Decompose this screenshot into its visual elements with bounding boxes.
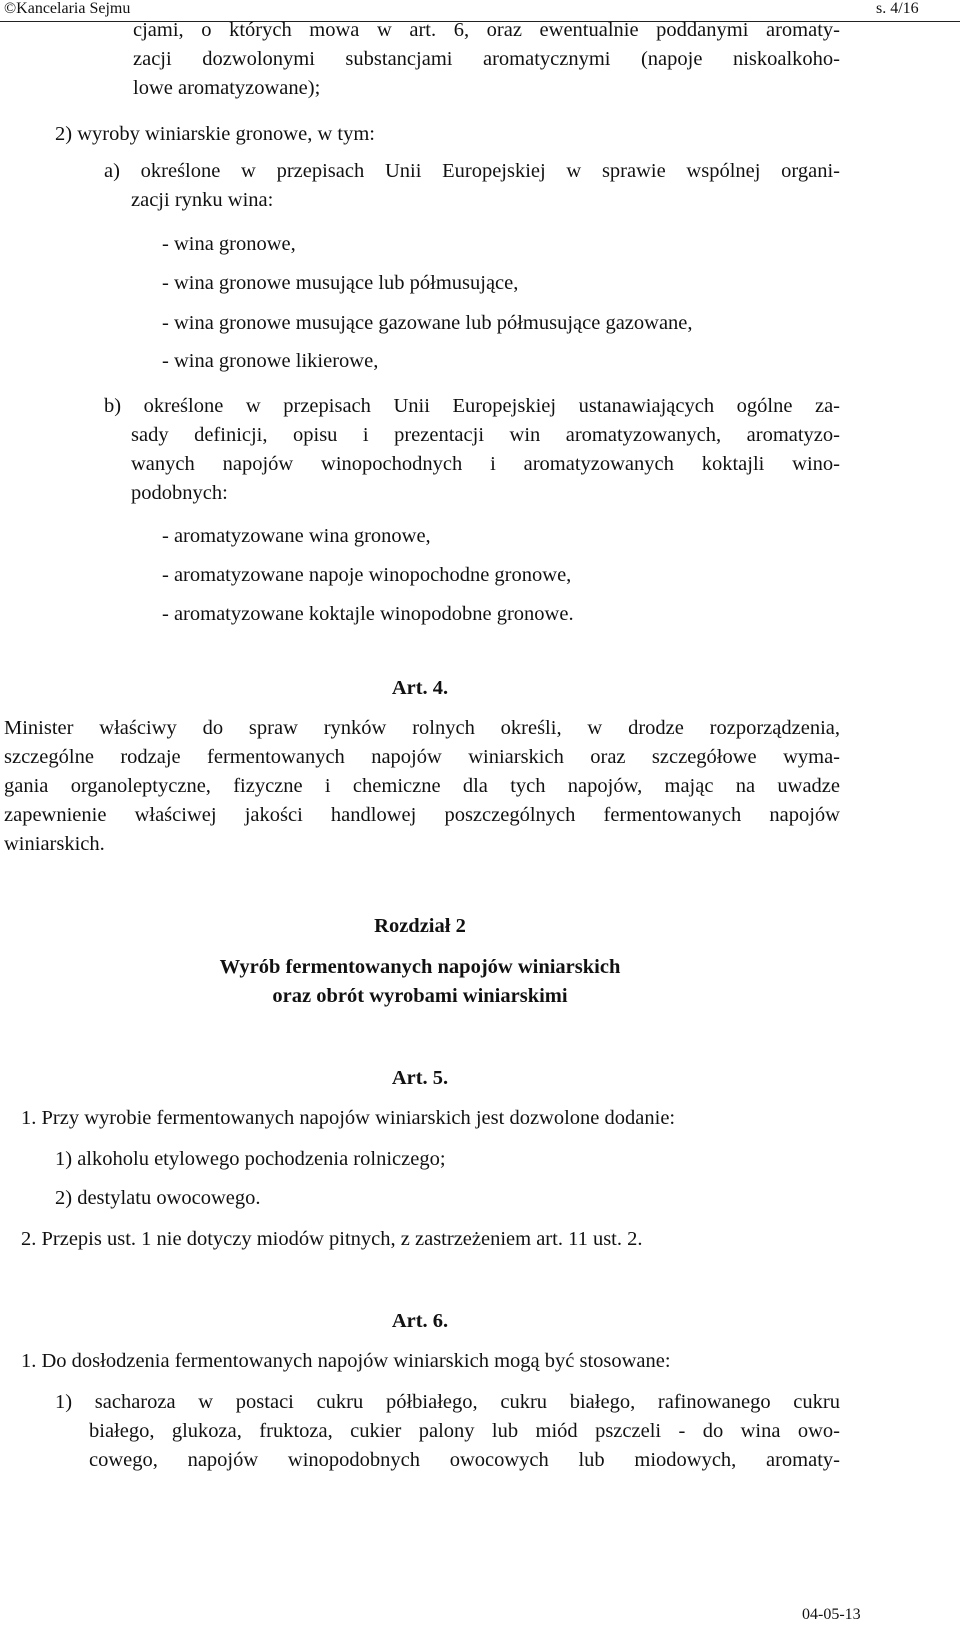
article-6-item-1-cont: cowego, napojów winopodobnych owocowych lub miodowych, aromaty- [89,1449,840,1471]
paragraph-line: zacji dozwolonymi substancjami aromatycznymi (napoje niskoalkoho- [133,48,840,70]
article-5-paragraph-1: 1. Przy wyrobie fermentowanych napojów winiarskich jest dozwolone dodanie: [21,1107,676,1129]
chapter-title-line: Wyrób fermentowanych napojów winiarskich [219,956,621,978]
paragraph-line: lowe aromatyzowane); [133,77,321,99]
list-item: 2) destylatu owocowego. [55,1187,261,1209]
article-6-item-1-cont: białego, glukoza, fruktoza, cukier palony lub miód pszczeli - do wina owo- [89,1420,840,1442]
article-5-title: Art. 5. [391,1067,449,1089]
article-6-item-1: 1) sacharoza w postaci cukru półbiałego, cukru białego, rafinowanego cukru [55,1391,840,1413]
chapter-title-line: oraz obrót wyrobami winiarskimi [272,985,568,1007]
article-6-paragraph-1: 1. Do dosłodzenia fermentowanych napojów winiarskich mogą być stosowane: [21,1350,671,1372]
list-item: - wina gronowe musujące lub półmusujące, [162,272,519,294]
list-item: 1) alkoholu etylowego pochodzenia rolniczego; [55,1148,446,1170]
chapter-label: Rozdział 2 [374,915,466,937]
list-item: - aromatyzowane koktajle winopodobne gronowe. [162,603,574,625]
list-item: - aromatyzowane napoje winopochodne gronowe, [162,564,572,586]
list-item-2b-cont: podobnych: [131,482,228,504]
list-item-2b: b) określone w przepisach Unii Europejskiej ustanawiających ogólne za- [104,395,840,417]
footer-date: 04-05-13 [802,1606,861,1623]
article-4-line: Minister właściwy do spraw rynków rolnych określi, w drodze rozporządzenia, [4,717,840,739]
header-source: ©Kancelaria Sejmu [4,0,131,17]
list-item: - wina gronowe likierowe, [162,350,379,372]
list-item-2a-cont: zacji rynku wina: [131,189,274,211]
list-item-2a: a) określone w przepisach Unii Europejskiej w sprawie wspólnej organi- [104,160,840,182]
list-item: - aromatyzowane wina gronowe, [162,525,431,547]
paragraph-line: cjami, o których mowa w art. 6, oraz ewentualnie poddanymi aromaty- [133,19,840,41]
article-4-line: zapewnienie właściwej jakości handlowej poszczególnych fermentowanych napojów [4,804,840,826]
list-item-2b-cont: wanych napojów winopochodnych i aromatyzowanych koktajli wino- [131,453,840,475]
article-6-title: Art. 6. [391,1310,449,1332]
article-4-line: szczególne rodzaje fermentowanych napojów winiarskich oraz szczegółowe wyma- [4,746,840,768]
article-4-line: gania organoleptyczne, fizyczne i chemiczne dla tych napojów, mając na uwadze [4,775,840,797]
article-4-title: Art. 4. [391,677,449,699]
list-item-2: 2) wyroby winiarskie gronowe, w tym: [55,123,375,145]
article-5-paragraph-2: 2. Przepis ust. 1 nie dotyczy miodów pitnych, z zastrzeżeniem art. 11 ust. 2. [21,1228,643,1250]
article-4-line: winiarskich. [4,833,105,855]
list-item: - wina gronowe, [162,233,296,255]
list-item: - wina gronowe musujące gazowane lub półmusujące gazowane, [162,312,693,334]
header-page-number: s. 4/16 [876,0,919,17]
list-item-2b-cont: sady definicji, opisu i prezentacji win aromatyzowanych, aromatyzo- [131,424,840,446]
